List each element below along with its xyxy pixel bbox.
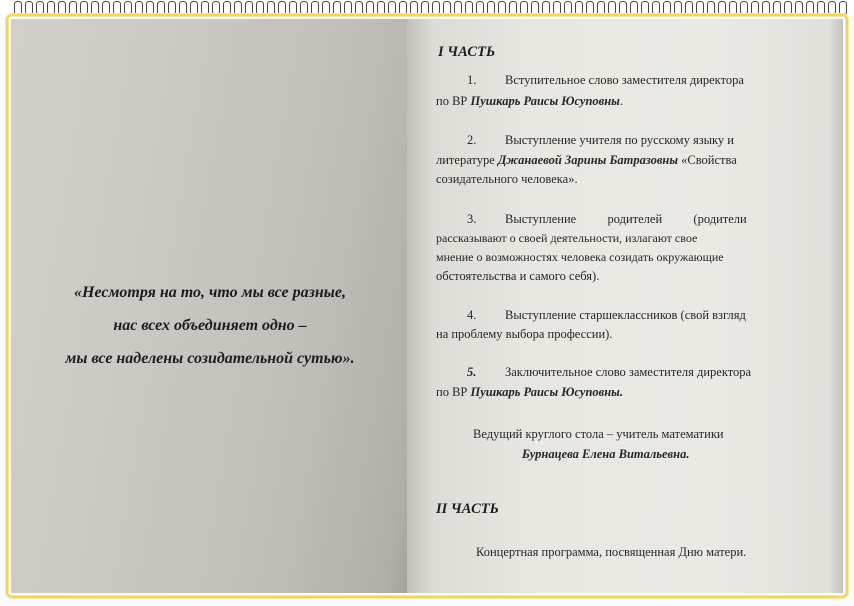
host-name: Бурнацева Елена Витальевна.	[522, 447, 690, 461]
part2-heading: II ЧАСТЬ	[436, 501, 499, 517]
item-text: Выступление старшеклассников (свой взгляд	[505, 308, 746, 322]
item-text: .	[619, 94, 623, 108]
item-text: по ВР	[436, 94, 471, 108]
speaker-name: Пушкарь Раисы Юсуповны	[470, 94, 620, 108]
program-item-3-line4: обстоятельства и самого себя).	[436, 269, 600, 283]
part1-heading: I ЧАСТЬ	[438, 44, 496, 60]
item-number: 1.	[467, 73, 477, 87]
item-text: по ВР	[436, 385, 471, 399]
quote-line: мы все наделены созидательной сутью».	[65, 350, 355, 367]
program-item-2-line2	[436, 153, 737, 168]
program-item-5-line1	[467, 365, 751, 380]
item-text: Заключительное слово заместителя директора	[505, 365, 752, 379]
quote-line: «Несмотря на то, что мы все разные,	[74, 284, 346, 301]
item-text: Выступление учителя по русскому языку и	[505, 133, 734, 147]
program-item-3-line2: рассказывают о своей деятельности, излагают свое	[436, 231, 698, 245]
right-page	[407, 19, 843, 593]
photo-frame	[6, 14, 848, 598]
epigraph-quote	[21, 276, 399, 375]
left-page	[11, 19, 409, 593]
program-item-1-line1	[467, 73, 744, 88]
speaker-name: Пушкарь Раисы Юсуповны.	[470, 385, 623, 399]
program-item-2-line1	[467, 133, 734, 148]
item-text: «Свойства	[678, 153, 737, 167]
program-item-4-line1	[467, 308, 746, 323]
quote-line: нас всех объединяет одно –	[113, 317, 307, 334]
item-number: 4.	[467, 308, 477, 322]
program-item-2-line3: созидательного человека».	[436, 172, 578, 186]
host-line: Ведущий круглого стола – учитель математики	[473, 427, 724, 441]
item-text: литературе	[436, 153, 498, 167]
item-text: Вступительное слово заместителя директора	[505, 73, 744, 87]
item-text: Выступление родителей (родители	[505, 212, 747, 226]
program-item-1-line2	[436, 94, 623, 109]
program-item-4-line2: на проблему выбора профессии).	[436, 327, 613, 341]
program-item-3-line1	[467, 212, 747, 227]
item-number: 2.	[467, 133, 477, 147]
program-item-3-line3: мнение о возможностях человека созидать окружающие	[436, 250, 724, 264]
speaker-name: Джанаевой Зарины Батразовны	[497, 153, 679, 167]
item-number: 3.	[467, 212, 477, 226]
booklet-photo	[11, 19, 843, 593]
concert-program-text: Концертная программа, посвященная Дню матери.	[476, 545, 747, 559]
item-number: 5.	[467, 365, 477, 379]
program-item-5-line2	[436, 385, 623, 400]
